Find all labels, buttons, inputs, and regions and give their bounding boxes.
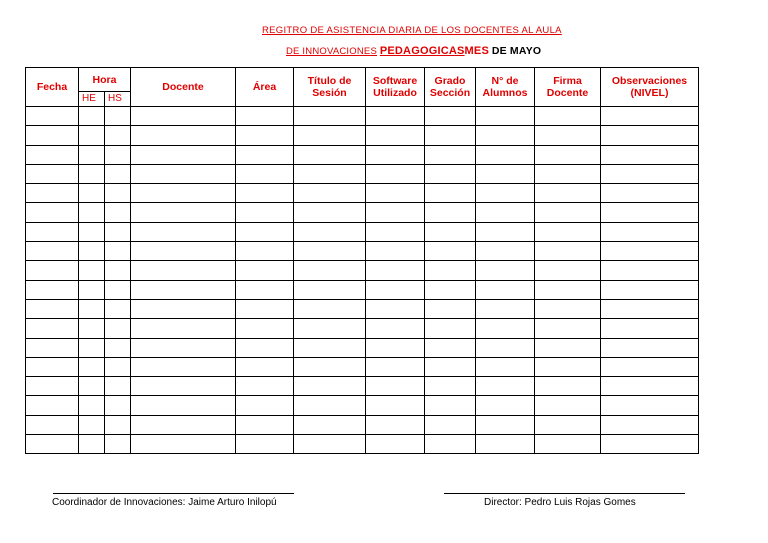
- table-cell[interactable]: [601, 299, 699, 318]
- table-cell[interactable]: [294, 396, 366, 415]
- title-highlight: PEDAGOGICAS: [379, 45, 465, 57]
- table-cell[interactable]: [425, 338, 476, 357]
- table-cell[interactable]: [294, 107, 366, 126]
- table-cell[interactable]: [476, 203, 535, 222]
- table-row: [26, 435, 699, 454]
- table-cell[interactable]: [294, 164, 366, 183]
- table-cell[interactable]: [425, 203, 476, 222]
- table-cell[interactable]: [366, 338, 425, 357]
- header-alumnos-line1: N° de: [491, 75, 519, 87]
- table-cell[interactable]: [131, 184, 236, 203]
- table-cell[interactable]: [79, 435, 105, 454]
- table-cell[interactable]: [131, 222, 236, 241]
- table-cell[interactable]: [131, 415, 236, 434]
- table-cell[interactable]: [294, 222, 366, 241]
- header-software: [366, 68, 425, 107]
- table-cell[interactable]: [535, 242, 601, 261]
- table-cell[interactable]: [131, 107, 236, 126]
- table-cell[interactable]: [535, 164, 601, 183]
- table-cell[interactable]: [105, 242, 131, 261]
- table-cell[interactable]: [366, 396, 425, 415]
- table-cell[interactable]: [236, 164, 294, 183]
- table-cell[interactable]: [294, 261, 366, 280]
- table-cell[interactable]: [105, 184, 131, 203]
- table-cell[interactable]: [26, 164, 79, 183]
- table-cell[interactable]: [105, 299, 131, 318]
- table-cell[interactable]: [236, 435, 294, 454]
- table-cell[interactable]: [601, 222, 699, 241]
- table-cell[interactable]: [236, 107, 294, 126]
- header-software-line2: Utilizado: [373, 87, 417, 99]
- table-cell[interactable]: [131, 377, 236, 396]
- table-cell[interactable]: [131, 126, 236, 145]
- table-cell[interactable]: [476, 299, 535, 318]
- table-row: [26, 357, 699, 376]
- signature-coordinator: Coordinador de Innovaciones: Jaime Arturo Inilopú: [52, 497, 277, 508]
- table-cell[interactable]: [131, 164, 236, 183]
- table-cell[interactable]: [425, 145, 476, 164]
- table-cell[interactable]: [26, 415, 79, 434]
- table-row: [26, 261, 699, 280]
- table-cell[interactable]: [79, 126, 105, 145]
- table-cell[interactable]: [476, 242, 535, 261]
- table-cell[interactable]: [601, 184, 699, 203]
- table-row: [26, 415, 699, 434]
- table-cell[interactable]: [294, 319, 366, 338]
- table-cell[interactable]: [236, 203, 294, 222]
- table-cell[interactable]: [476, 377, 535, 396]
- table-cell[interactable]: [236, 338, 294, 357]
- table-cell[interactable]: [26, 107, 79, 126]
- table-cell[interactable]: [425, 377, 476, 396]
- table-cell[interactable]: [79, 280, 105, 299]
- table-cell[interactable]: [294, 184, 366, 203]
- table-cell[interactable]: [366, 261, 425, 280]
- table-cell[interactable]: [294, 126, 366, 145]
- table-cell[interactable]: [131, 242, 236, 261]
- table-cell[interactable]: [366, 357, 425, 376]
- header-grado-seccion: [425, 68, 476, 107]
- table-cell[interactable]: [476, 126, 535, 145]
- table-row: [26, 222, 699, 241]
- table-cell[interactable]: [425, 435, 476, 454]
- table-cell[interactable]: [476, 222, 535, 241]
- table-cell[interactable]: [105, 357, 131, 376]
- table-cell[interactable]: [535, 415, 601, 434]
- table-cell[interactable]: [425, 242, 476, 261]
- table-cell[interactable]: [79, 396, 105, 415]
- table-cell[interactable]: [425, 280, 476, 299]
- table-cell[interactable]: [601, 415, 699, 434]
- table-cell[interactable]: [476, 261, 535, 280]
- header-docente: Docente: [131, 68, 236, 107]
- table-cell[interactable]: [476, 415, 535, 434]
- table-cell[interactable]: [236, 145, 294, 164]
- table-cell[interactable]: [236, 299, 294, 318]
- header-hora: Hora: [79, 68, 131, 92]
- table-cell[interactable]: [26, 435, 79, 454]
- header-firma-line2: Docente: [546, 87, 589, 99]
- table-cell[interactable]: [236, 261, 294, 280]
- table-row: [26, 377, 699, 396]
- table-cell[interactable]: [294, 203, 366, 222]
- table-cell[interactable]: [476, 435, 535, 454]
- table-cell[interactable]: [535, 319, 601, 338]
- signature-director: Director: Pedro Luis Rojas Gomes: [484, 497, 636, 508]
- header-titulo-sesion: [294, 68, 366, 107]
- table-cell[interactable]: [366, 107, 425, 126]
- table-cell[interactable]: [26, 299, 79, 318]
- table-cell[interactable]: [366, 164, 425, 183]
- header-observaciones: [601, 68, 699, 107]
- table-cell[interactable]: [535, 222, 601, 241]
- table-cell[interactable]: [26, 261, 79, 280]
- table-cell[interactable]: [425, 126, 476, 145]
- table-cell[interactable]: [105, 164, 131, 183]
- table-cell[interactable]: [476, 319, 535, 338]
- title-prefix: DE INNOVACIONES: [286, 46, 377, 57]
- header-hs: HS: [105, 92, 131, 107]
- table-cell[interactable]: [425, 415, 476, 434]
- table-cell[interactable]: [105, 435, 131, 454]
- table-cell[interactable]: [105, 107, 131, 126]
- table-cell[interactable]: [601, 164, 699, 183]
- document-title-line1: REGITRO DE ASISTENCIA DIARIA DE LOS DOCENTES AL AULA: [262, 25, 562, 36]
- table-cell[interactable]: [366, 377, 425, 396]
- table-cell[interactable]: [105, 338, 131, 357]
- table-cell[interactable]: [425, 164, 476, 183]
- table-cell[interactable]: [294, 338, 366, 357]
- table-cell[interactable]: [26, 396, 79, 415]
- table-cell[interactable]: [601, 280, 699, 299]
- table-row: [26, 299, 699, 318]
- table-cell[interactable]: [131, 396, 236, 415]
- table-cell[interactable]: [366, 242, 425, 261]
- table-cell[interactable]: [601, 242, 699, 261]
- table-cell[interactable]: [535, 184, 601, 203]
- table-cell[interactable]: [105, 145, 131, 164]
- table-cell[interactable]: [26, 377, 79, 396]
- table-cell[interactable]: [105, 261, 131, 280]
- table-row: [26, 107, 699, 126]
- table-cell[interactable]: [236, 357, 294, 376]
- table-cell[interactable]: [79, 164, 105, 183]
- title-suffix: DE MAYO: [491, 45, 542, 57]
- table-body: [26, 107, 699, 454]
- table-row: [26, 184, 699, 203]
- table-row: [26, 126, 699, 145]
- table-row: [26, 338, 699, 357]
- table-cell[interactable]: [236, 377, 294, 396]
- header-grado-line1: Grado: [434, 75, 466, 87]
- table-cell[interactable]: [601, 107, 699, 126]
- table-cell[interactable]: [26, 145, 79, 164]
- table-cell[interactable]: [425, 184, 476, 203]
- attendance-table: [25, 67, 699, 454]
- header-grado-line2: Sección: [429, 87, 471, 99]
- table-cell[interactable]: [601, 435, 699, 454]
- title-mid: MES: [464, 45, 489, 57]
- table-cell[interactable]: [79, 145, 105, 164]
- table-cell[interactable]: [79, 415, 105, 434]
- table-cell[interactable]: [366, 415, 425, 434]
- header-obs-line2: (NIVEL): [630, 87, 669, 99]
- table-cell[interactable]: [105, 280, 131, 299]
- table-cell[interactable]: [26, 338, 79, 357]
- table-cell[interactable]: [236, 222, 294, 241]
- table-cell[interactable]: [476, 338, 535, 357]
- table-cell[interactable]: [294, 145, 366, 164]
- table-cell[interactable]: [131, 203, 236, 222]
- table-cell[interactable]: [105, 203, 131, 222]
- header-titulo-line1: Título de: [307, 75, 352, 87]
- table-cell[interactable]: [476, 357, 535, 376]
- table-cell[interactable]: [131, 299, 236, 318]
- header-alumnos-line2: Alumnos: [482, 87, 528, 99]
- table-cell[interactable]: [425, 396, 476, 415]
- table-cell[interactable]: [131, 435, 236, 454]
- table-cell[interactable]: [131, 338, 236, 357]
- table-cell[interactable]: [601, 319, 699, 338]
- table-cell[interactable]: [79, 107, 105, 126]
- table-cell[interactable]: [105, 377, 131, 396]
- table-cell[interactable]: [366, 222, 425, 241]
- table-cell[interactable]: [601, 145, 699, 164]
- table-cell[interactable]: [131, 145, 236, 164]
- table-cell[interactable]: [366, 126, 425, 145]
- header-firma-line1: Firma: [553, 75, 582, 87]
- table-cell[interactable]: [236, 319, 294, 338]
- table-cell[interactable]: [236, 242, 294, 261]
- table-cell[interactable]: [79, 338, 105, 357]
- table-cell[interactable]: [366, 184, 425, 203]
- header-obs-line1: Observaciones: [611, 75, 688, 87]
- table-cell[interactable]: [236, 415, 294, 434]
- table-cell[interactable]: [294, 415, 366, 434]
- table-cell[interactable]: [601, 126, 699, 145]
- table-cell[interactable]: [26, 184, 79, 203]
- table-cell[interactable]: [366, 319, 425, 338]
- table-cell[interactable]: [131, 319, 236, 338]
- table-cell[interactable]: [476, 184, 535, 203]
- table-cell[interactable]: [79, 377, 105, 396]
- table-row: [26, 280, 699, 299]
- table-cell[interactable]: [79, 222, 105, 241]
- table-cell[interactable]: [601, 203, 699, 222]
- header-titulo-line2: Sesión: [312, 87, 347, 99]
- table-cell[interactable]: [601, 261, 699, 280]
- header-area: Área: [236, 68, 294, 107]
- table-cell[interactable]: [535, 357, 601, 376]
- table-cell[interactable]: [476, 280, 535, 299]
- table-row: [26, 203, 699, 222]
- table-cell[interactable]: [535, 280, 601, 299]
- table-cell[interactable]: [105, 319, 131, 338]
- table-cell[interactable]: [535, 261, 601, 280]
- table-cell[interactable]: [26, 319, 79, 338]
- table-cell[interactable]: [105, 222, 131, 241]
- table-cell[interactable]: [425, 357, 476, 376]
- table-cell[interactable]: [535, 126, 601, 145]
- table-cell[interactable]: [601, 377, 699, 396]
- table-cell[interactable]: [366, 435, 425, 454]
- table-cell[interactable]: [294, 435, 366, 454]
- table-cell[interactable]: [105, 126, 131, 145]
- table-cell[interactable]: [236, 280, 294, 299]
- table-cell[interactable]: [425, 222, 476, 241]
- table-cell[interactable]: [26, 203, 79, 222]
- table-cell[interactable]: [105, 396, 131, 415]
- table-cell[interactable]: [366, 145, 425, 164]
- table-cell[interactable]: [26, 280, 79, 299]
- table-cell[interactable]: [79, 203, 105, 222]
- table-cell[interactable]: [79, 184, 105, 203]
- table-cell[interactable]: [294, 299, 366, 318]
- table-cell[interactable]: [535, 377, 601, 396]
- table-cell[interactable]: [535, 203, 601, 222]
- table-cell[interactable]: [79, 319, 105, 338]
- header-software-line1: Software: [372, 75, 418, 87]
- document-title-line2: [286, 45, 541, 57]
- table-cell[interactable]: [425, 319, 476, 338]
- table-cell[interactable]: [535, 435, 601, 454]
- table-cell[interactable]: [79, 299, 105, 318]
- table-cell[interactable]: [26, 126, 79, 145]
- table-cell[interactable]: [79, 357, 105, 376]
- table-cell[interactable]: [294, 357, 366, 376]
- table-row: [26, 145, 699, 164]
- table-cell[interactable]: [535, 107, 601, 126]
- table-cell[interactable]: [294, 242, 366, 261]
- table-cell[interactable]: [79, 261, 105, 280]
- signature-line-coordinator: [53, 493, 294, 494]
- table-cell[interactable]: [476, 164, 535, 183]
- table-cell[interactable]: [366, 280, 425, 299]
- table-cell[interactable]: [131, 261, 236, 280]
- header-num-alumnos: [476, 68, 535, 107]
- table-cell[interactable]: [294, 377, 366, 396]
- table-cell[interactable]: [535, 145, 601, 164]
- table-cell[interactable]: [131, 357, 236, 376]
- table-cell[interactable]: [601, 338, 699, 357]
- header-firma-docente: [535, 68, 601, 107]
- table-cell[interactable]: [535, 299, 601, 318]
- table-cell[interactable]: [601, 357, 699, 376]
- table-cell[interactable]: [26, 222, 79, 241]
- table-cell[interactable]: [105, 415, 131, 434]
- table-cell[interactable]: [601, 396, 699, 415]
- table-cell[interactable]: [366, 203, 425, 222]
- table-cell[interactable]: [236, 126, 294, 145]
- table-row: [26, 242, 699, 261]
- table-cell[interactable]: [294, 280, 366, 299]
- table-cell[interactable]: [425, 107, 476, 126]
- table-cell[interactable]: [476, 107, 535, 126]
- table-cell[interactable]: [236, 184, 294, 203]
- header-he: HE: [79, 92, 105, 107]
- table-cell[interactable]: [425, 261, 476, 280]
- table-cell[interactable]: [236, 396, 294, 415]
- table-cell[interactable]: [131, 280, 236, 299]
- table-cell[interactable]: [26, 357, 79, 376]
- table-cell[interactable]: [366, 299, 425, 318]
- signature-line-director: [444, 493, 685, 494]
- table-cell[interactable]: [26, 242, 79, 261]
- table-cell[interactable]: [476, 145, 535, 164]
- table-cell[interactable]: [535, 396, 601, 415]
- table-row: [26, 164, 699, 183]
- table-row: [26, 396, 699, 415]
- table-row: [26, 319, 699, 338]
- header-fecha: Fecha: [26, 68, 79, 107]
- table-cell[interactable]: [79, 242, 105, 261]
- table-cell[interactable]: [535, 338, 601, 357]
- table-cell[interactable]: [476, 396, 535, 415]
- table-cell[interactable]: [425, 299, 476, 318]
